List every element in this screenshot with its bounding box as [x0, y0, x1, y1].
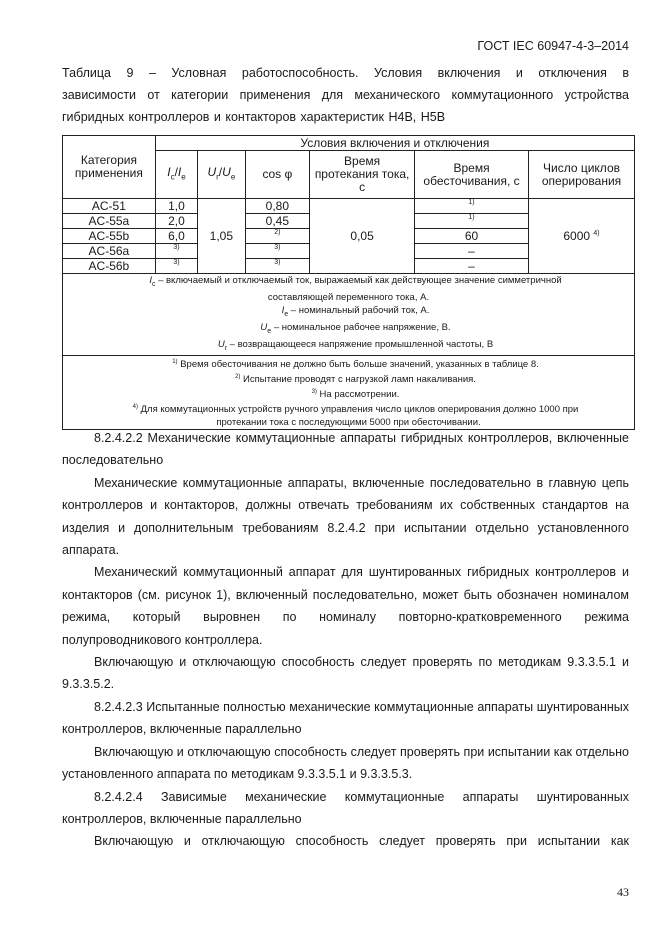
header-conditions-group: Условия включения и отключения: [155, 136, 634, 151]
legend-ic: $I_c$ – включаемый и отключаемый ток, выражаемый как действующее значение симметричной: [149, 275, 562, 288]
legend-ic-cont: составляющей переменного тока, А.: [267, 291, 430, 303]
legend-ue: $U_e$ – номинальное рабочее напряжение, В.: [260, 321, 451, 335]
cell-off-time: [415, 214, 529, 229]
caption-line-3: гибридных контроллеров и контакторов характеристик H4B, H5B: [62, 110, 446, 124]
cell-category: AC-56b: [63, 259, 156, 274]
footnote-ref: 4): [593, 229, 600, 237]
caption-line-1: Таблица 9 – Условная работоспособность. Условия включения и отключения в: [62, 66, 629, 80]
table-caption: [62, 62, 629, 128]
cell-ic-ie: [155, 259, 197, 274]
cell-cos: [245, 259, 310, 274]
cell-flow-time: 0,05: [310, 199, 415, 274]
caption-line-2: зависимости от категории применения для механического коммутационного устройства: [62, 88, 629, 102]
cell-cos: [245, 229, 310, 244]
header-flow-time: Время протекания тока, с: [310, 151, 415, 199]
footnote-ref: 1): [468, 199, 475, 206]
legend-ie: $I_e$ – номинальный рабочий ток, А.: [281, 304, 430, 318]
clause-8-2-4-2-4-heading: 8.2.4.2.4 Зависимые механические коммутационные аппараты шунтированных контроллеров, включенные параллельно: [62, 789, 629, 826]
cell-off-time: 60: [415, 229, 529, 244]
table-footnotes: [63, 355, 635, 430]
header-cycles: Число циклов оперирования: [529, 151, 635, 199]
page-number: 43: [617, 885, 629, 899]
header-off-time: Время обесточивания, с: [415, 151, 529, 199]
footnote-ref: 1): [468, 214, 475, 221]
body-text: [62, 427, 629, 853]
table-legend: [63, 274, 635, 356]
footnote-ref: 3): [274, 244, 281, 251]
footnote-4-cont: протекании тока с последующими 5000 при обесточивании.: [216, 417, 481, 429]
header-ic-ie: $I_c/I_e$: [155, 151, 197, 199]
clause-8-2-4-2-2-heading: 8.2.4.2.2 Механические коммутационные аппараты гибридных контроллеров, включенные последовательно: [62, 431, 629, 468]
cell-ic-ie: 6,0: [155, 229, 197, 244]
cell-ic-ie: 2,0: [155, 214, 197, 229]
cell-off-time: –: [415, 259, 529, 274]
header-cos-phi: cos φ: [245, 151, 310, 199]
paragraph: Механические коммутационные аппараты, включенные последовательно в главную цепь контроллеров и контакторов, должны отвечать требованиям их собственных стандартов на изделия и дополнительным требованиям 8.2.4.2 при испытании отдельно установленного аппарата.: [62, 475, 629, 558]
paragraph: Включающую и отключающую способность следует проверять по методикам 9.3.3.5.1 и 9.3.3.5.2.: [62, 655, 629, 692]
footnote-ref: 3): [274, 259, 281, 266]
footnote-ref: 3): [173, 244, 180, 251]
cell-category: AC-51: [63, 199, 156, 214]
cell-cos: 0,45: [245, 214, 310, 229]
footnote-2: $^{2)}$ Испытание проводят с нагрузкой ламп накаливания.: [235, 373, 476, 385]
cell-cos: 0,80: [245, 199, 310, 214]
footnote-ref: 3): [173, 259, 180, 266]
header-category: Категория применения: [63, 136, 156, 199]
cell-ic-ie: 1,0: [155, 199, 197, 214]
cell-cos: [245, 244, 310, 259]
cell-ic-ie: [155, 244, 197, 259]
paragraph: Включающую и отключающую способность следует проверять при испытании как: [94, 834, 629, 849]
cell-off-time: [415, 199, 529, 214]
cell-cycles: 6000 $^{4)}$: [529, 199, 635, 274]
cell-category: AC-56a: [63, 244, 156, 259]
footnote-4: $^{4)}$ Для коммутационных устройств ручного управления число циклов оперирования должно 1000 при: [132, 404, 579, 416]
paragraph: Включающую и отключающую способность следует проверять при испытании как отдельно установленного аппарата по методикам 9.3.3.5.1 и 9.3.3.5.3.: [62, 744, 629, 782]
cell-ur-ue: 1,05: [198, 199, 245, 274]
paragraph: Механический коммутационный аппарат для шунтированных гибридных контроллеров и контакторов (см. рисунок 1), включенный последовательно, может быть обозначен номиналом режима, который выровнен по номиналу повторно-кратковременного режима полупроводникового контроллера.: [62, 565, 629, 647]
table-9: [62, 135, 635, 430]
legend-ur: $U_r$ – возвращающееся напряжение промышленной частоты, В: [217, 338, 494, 352]
cell-off-time: –: [415, 244, 529, 259]
table-row: [63, 199, 635, 214]
footnote-3: $^{3)}$ На рассмотрении.: [311, 388, 400, 401]
footnote-ref: 2): [274, 229, 281, 236]
cell-category: AC-55a: [63, 214, 156, 229]
footnote-1: $^{1)}$ Время обесточивания не должно быть больше значений, указанных в таблице 8.: [172, 358, 539, 370]
cell-category: AC-55b: [63, 229, 156, 244]
header-ur-ue: $U_r/U_e$: [198, 151, 245, 199]
clause-8-2-4-2-3-heading: 8.2.4.2.3 Испытанные полностью механические коммутационные аппараты шунтированных контроллеров, включенные параллельно: [62, 699, 629, 737]
standard-number-header: ГОСТ IEC 60947-4-3–2014: [477, 39, 629, 53]
